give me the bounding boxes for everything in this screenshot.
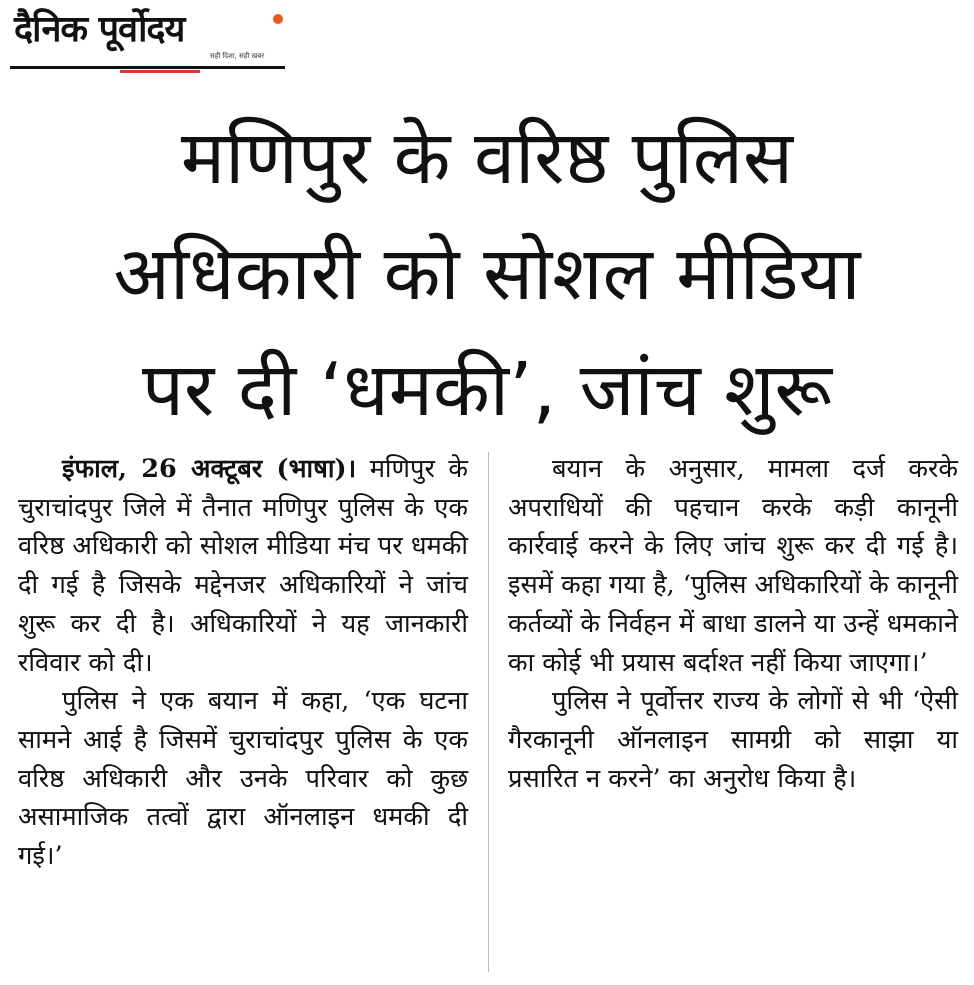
headline-line-3: पर दी ‘धमकी’, जांच शुरू <box>141 347 833 433</box>
headline-line-1: मणिपुर के वरिष्ठ पुलिस <box>180 115 794 201</box>
masthead-rule <box>10 66 285 69</box>
masthead <box>10 8 285 72</box>
article-column-left <box>18 450 468 876</box>
tagline: सही दिशा, सही खबर <box>210 52 265 60</box>
article-paragraph: बयान के अनुसार, मामला दर्ज करके अपराधियों की पहचान करके कड़ी कानूनी कार्रवाई करने के लिए जांच शुरू कर दी गई है। इसमें कहा गया है, ‘पुलिस अधिकारियों के कानूनी कर्तव्यों के निर्वहन में बाधा डालने या उन्हें धमकाने का कोई भी प्रयास बर्दाश्त नहीं किया जाएगा।’ <box>508 454 958 678</box>
headline <box>20 100 954 448</box>
article-column-right <box>508 450 958 798</box>
article-paragraph: पुलिस ने पूर्वोत्तर राज्य के लोगों से भी ‘ऐसी गैरकानूनी ऑनलाइन सामग्री को साझा या प्रसारित न करने’ का अनुरोध किया है। <box>508 686 958 794</box>
headline-line-2: अधिकारी को सोशल मीडिया <box>113 231 861 317</box>
masthead-accent-rule <box>120 70 200 73</box>
newspaper-logo: दैनिक पूर्वोदय <box>14 9 185 50</box>
dateline: इंफाल, 26 अक्टूबर (भाषा)। <box>62 454 357 484</box>
paragraph-text: मणिपुर के चुराचांदपुर जिले में तैनात मणिपुर पुलिस के एक वरिष्ठ अधिकारी को सोशल मीडिया मंच पर धमकी दी गई है जिसके मद्देनजर अधिकारियों ने जांच शुरू कर दी है। अधिकारियों ने यह जानकारी रविवार को दी। <box>18 454 468 678</box>
column-divider <box>488 452 489 972</box>
article-paragraph: पुलिस ने एक बयान में कहा, ‘एक घटना सामने आई है जिसमें चुराचांदपुर पुलिस के एक वरिष्ठ अधिकारी और उनके परिवार को कुछ असामाजिक तत्वों द्वारा ऑनलाइन धमकी दी गई।’ <box>18 686 468 872</box>
article-paragraph <box>18 450 468 682</box>
logo-dot-icon <box>273 14 283 24</box>
